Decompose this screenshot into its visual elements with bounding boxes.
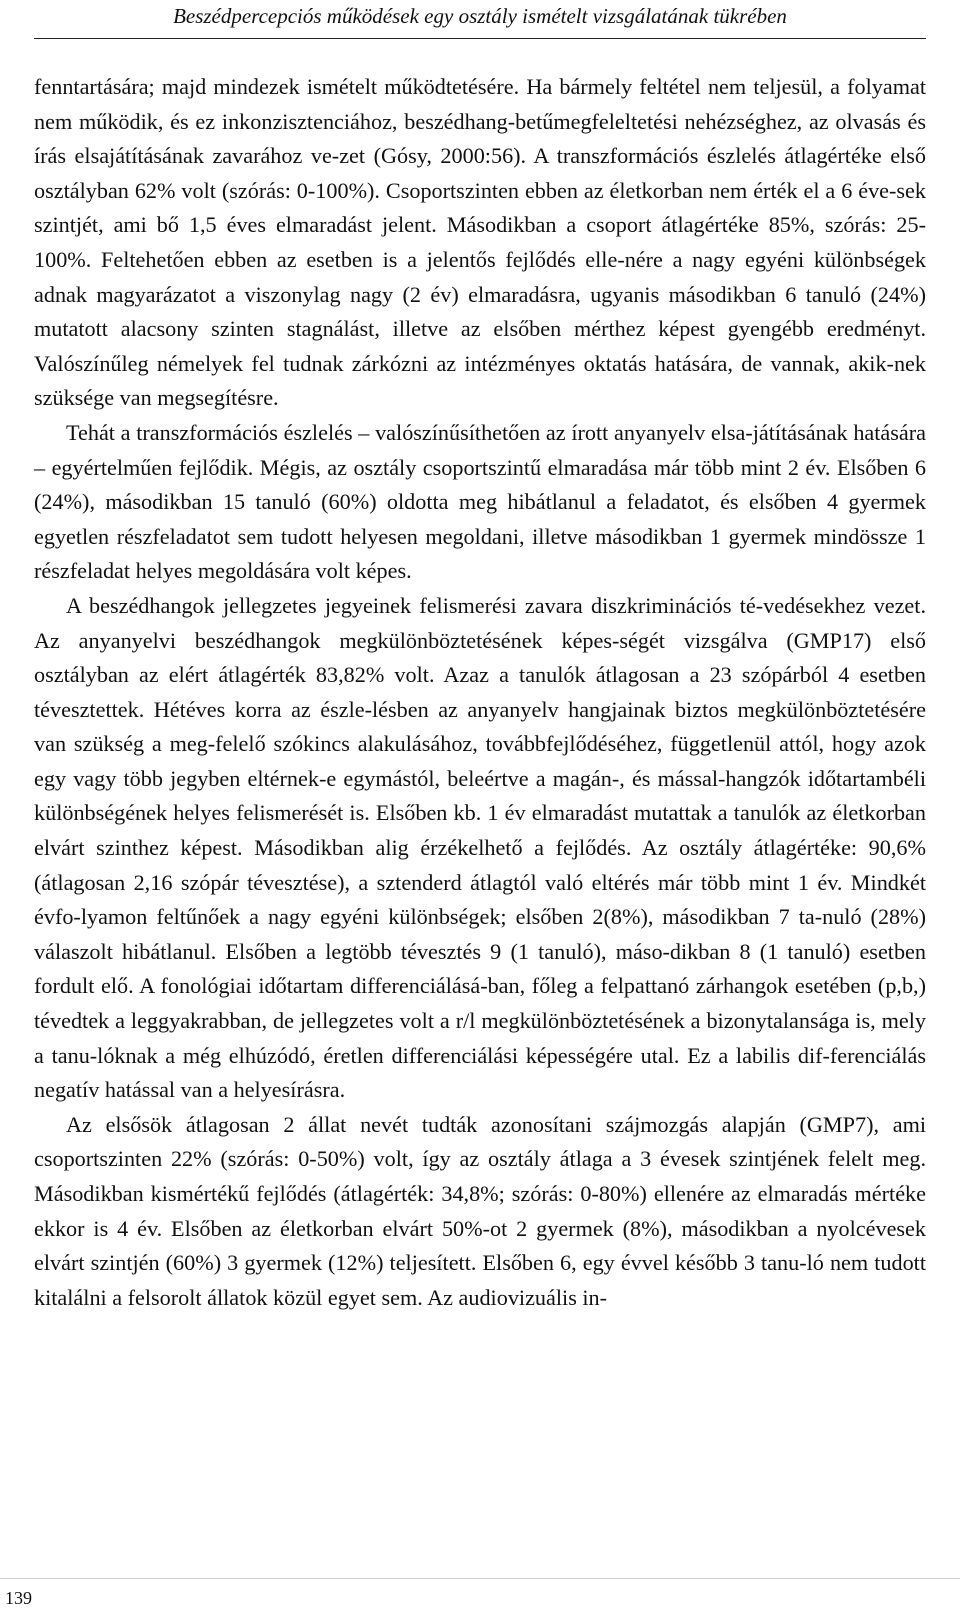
running-header [34,2,926,39]
paragraph-continuation: fenntartására; majd mindezek ismételt működtetésére. Ha bármely feltétel nem teljesül, a folyamat nem működik, és ez inkonzisztenciához, beszédhang-betűmegfeleltetési nehézséghez, az olvasás és írás elsajátításának zavarához ve-zet (Gósy, 2000:56). A transzformációs észlelés átlagértéke első osztályban 62% volt (szórás: 0-100%). Csoportszinten ebben az életkorban nem érték el a 6 éve-sek szintjét, ami bő 1,5 éves elmaradást jelent. Másodikban a csoport átlagértéke 85%, szórás: 25-100%. Feltehetően ebben az esetben is a jelentős fejlődés elle-nére a nagy egyéni különbségek adnak magyarázatot a viszonylag nagy (2 év) elmaradásra, ugyanis másodikban 6 tanuló (24%) mutatott alacsony szinten stagnálást, illetve az elsőben mérthez képest gyengébb eredményt. Valószínűleg némelyek fel tudnak zárkózni az intézményes oktatás hatására, de vannak, akik-nek szüksége van megsegítésre. [34,74,926,411]
page-number: 139 [5,1588,32,1608]
running-header-title: Beszédpercepciós működések egy osztály ismételt vizsgálatának tükrében [173,4,787,28]
paragraph-lip-reading: Az elsősök átlagosan 2 állat nevét tudták azonosítani szájmozgás alapján (GMP7), ami csoportszinten 22% (szórás: 0-50%) volt, így az osztály átlaga a 3 évesek szintjének felelt meg. Másodikban kismértékű fejlődés (átlagérték: 34,8%; szórás: 0-80%) ellenére az elmaradás mértéke ekkor is 4 év. Elsőben az életkorban elvárt 50%-ot 2 gyermek (8%), másodikban a nyolcévesek elvárt szintjén (60%) 3 gyermek (12%) teljesített. Elsőben 6, egy évvel később 3 tanu-ló nem tudott kitalálni a felsorolt állatok közül egyet sem. Az audiovizuális in- [34,1111,926,1310]
paragraph-speech-sound-discrimination: A beszédhangok jellegzetes jegyeinek felismerési zavara diszkriminációs té-vedésekhez vezet. Az anyanyelvi beszédhangok megkülönböztetésének képes-ségét vizsgálva (GMP17) első osztályban az elért átlagérték 83,82% volt. Azaz a tanulók átlagosan a 23 szópárból 4 esetben tévesztettek. Hétéves korra az észle-lésben az anyanyelv hangjainak biztos megkülönböztetésére van szükség a meg-felelő szókincs alakulásához, továbbfejlődéséhez, függetlenül attól, hogy azok egy vagy több jegyben eltérnek-e egymástól, beleértve a magán-, és mással-hangzók időtartambéli különbségének helyes felismerését is. Elsőben kb. 1 év elmaradást mutattak a tanulók az életkorban elvárt szinthez képest. Másodikban alig érzékelhető a fejlődés. Az osztály átlagértéke: 90,6% (átlagosan 2,16 szópár tévesztése), a sztenderd átlagtól való eltérés már több mint 1 év. Mindkét évfo-lyamon feltűnőek a nagy egyéni különbségek; elsőben 2(8%), másodikban 7 ta-nuló (28%) válaszolt hibátlanul. Elsőben a legtöbb tévesztés 9 (1 tanuló), máso-dikban 8 (1 tanuló) esetben fordult elő. A fonológiai időtartam differenciálásá-ban, főleg a felpattanó zárhangok esetében (p,b,) tévedtek a leggyakrabban, de jellegzetes volt a r/l megkülönböztetésének a bizonytalansága is, mely a tanu-lóknak a még elhúzódó, éretlen differenciálási képességére utal. Ez a labilis dif-ferenciálás negatív hatással van a helyesírásra. [34,592,926,1103]
paragraph-transformation-perception: Tehát a transzformációs észlelés – valószínűsíthetően az írott anyanyelv elsa-játításának hatására – egyértelműen fejlődik. Mégis, az osztály csoportszintű elmaradása már több mint 2 év. Elsőben 6 (24%), másodikban 15 tanuló (60%) oldotta meg hibátlanul a feladatot, és elsőben 4 gyermek egyetlen részfeladatot sem tudott helyesen megoldani, illetve másodikban 1 gyermek mindössze 1 részfeladat helyes megoldására volt képes. [34,419,926,584]
footer-divider [0,1578,960,1579]
body-text [34,70,926,1315]
